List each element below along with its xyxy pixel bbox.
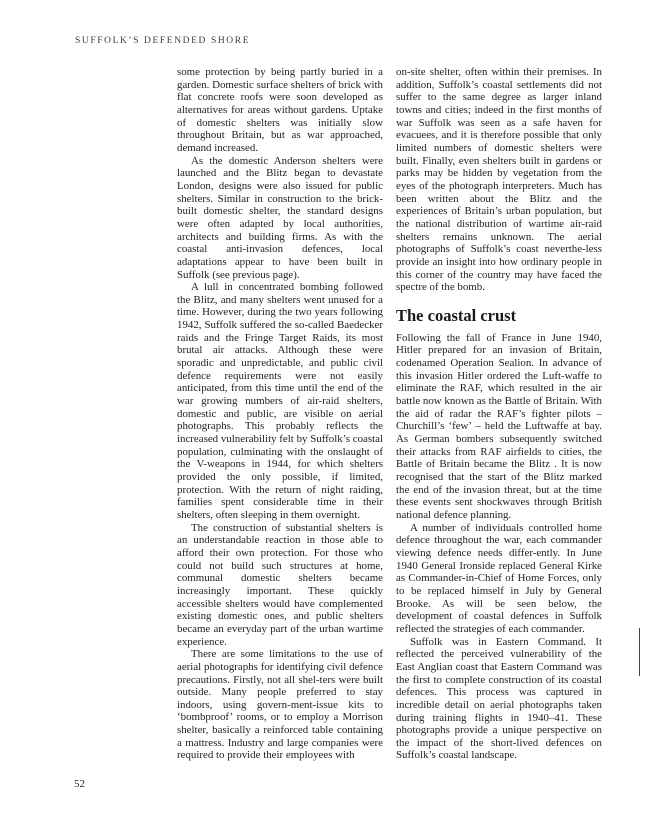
section-heading-wrap: [396, 306, 602, 326]
left-column: [177, 66, 383, 762]
paragraph: Suffolk was in Eastern Command. It reflected the perceived vulnerability of the East Anglian coast that Eastern Command was the first to complete construction of its coastal defences. This process was captured in incredible detail on aerial photographs taken during training flights in 1940–41. These photographs provide a unique perspective on the impact of the short-lived defences on Suffolk’s coastal landscape.: [396, 635, 602, 762]
section-heading: The coastal crust: [396, 305, 517, 325]
right-column: [396, 66, 602, 762]
page-edge-rule: [639, 628, 640, 676]
running-head: SUFFOLK’S DEFENDED SHORE: [75, 36, 251, 46]
paragraph: As the domestic Anderson shelters were launched and the Blitz began to devastate London, designs were also issued for public shelters. Similar in construction to the brick-built domestic shelter, the standard designs were often adapted by local authorities, architects and building firms. As with the coastal anti-invasion defences, local adaptations appear to have been built in Suffolk (see previous page).: [177, 154, 383, 281]
page-number: 52: [74, 778, 85, 790]
paragraph: A number of individuals controlled home defence throughout the war, each commander viewing defence needs differ-ently. In June 1940 General Ironside replaced General Kirke as Commander-in-Chief of Home Forces, only to be replaced himself in July by General Brooke. As will be seen below, the development of coastal defences in Suffolk reflected the strategies of each commander.: [396, 521, 602, 635]
paragraph: The construction of substantial shelters is an understandable reaction in those able to afford their own protection. For those who could not build such structures at home, communal domestic shelters became increasingly important. These quickly accessible shelters would have complemented existing domestic ones, and public shelters became an everyday part of the urban wartime experience.: [177, 521, 383, 648]
paragraph: some protection by being partly buried in a garden. Domestic surface shelters of brick with flat concrete roofs were soon developed as alternatives for areas without gardens. Uptake of domestic shelters was initially slow throughout Britain, but as war approached, demand increased.: [177, 66, 383, 154]
paragraph: on-site shelter, often within their premises. In addition, Suffolk’s coastal settlements did not suffer to the same degree as larger inland towns and cities; indeed in the first months of war Suffolk was seen as a safe haven for evacuees, and it is therefore possible that only limited numbers of domestic shelters were built. Finally, even shelters built in gardens or parks may be hidden by vegetation from the eyes of the photograph interpreters. Much has been written about the Blitz and the experiences of Britain’s urban population, but the national distribution of wartime air-raid shelters remains unknown. The aerial photographs of Suffolk’s coast neverthe-less provide an insight into how ordinary people in this corner of the country may have faced the spectre of the bomb.: [396, 66, 602, 294]
paragraph: A lull in concentrated bombing followed the Blitz, and many shelters went unused for a time. However, during the two years following 1942, Suffolk suffered the so-called Baedecker raids and the Fringe Target Raids, its most brutal air attacks. Although these were sporadic and unpredictable, and public civil defence requirements were not easily anticipated, from this time until the end of the war growing numbers of air-raid shelters, domestic and public, are visible on aerial photographs. This probably reflects the increased vulnerability felt by Suffolk’s coastal population, culminating with the onslaught of the V-weapons in 1944, for which shelters provided the only possible, if limited, protection. With the return of night raiding, families spent considerable time in their shelters, often sleeping in them overnight.: [177, 281, 383, 521]
paragraph: There are some limitations to the use of aerial photographs for identifying civil defence precautions. Firstly, not all shel-ters were built outside. Many people preferred to stay indoors, using govern-ment-issue kits to ‘bombproof’ rooms, or to employ a Morrison shelter, basically a reinforced table containing a mattress. Industry and large companies were required to provide their employees with: [177, 648, 383, 762]
paragraph: Following the fall of France in June 1940, Hitler prepared for an invasion of Britain, codenamed Operation Sealion. In advance of this invasion Hitler ordered the Luft-waffe to eliminate the RAF, which resulted in the air battle now known as the Battle of Britain. With the aid of radar the RAF’s fighter pilots – Churchill’s ‘few’ – held the Luftwaffe at bay. As German bombers subsequently switched their attacks from RAF airfields to cities, the Battle of Britain became the Blitz . It is now recognised that the start of the Blitz marked the end of the invasion threat, but at the time these events sent shockwaves through British national defence planning.: [396, 331, 602, 521]
